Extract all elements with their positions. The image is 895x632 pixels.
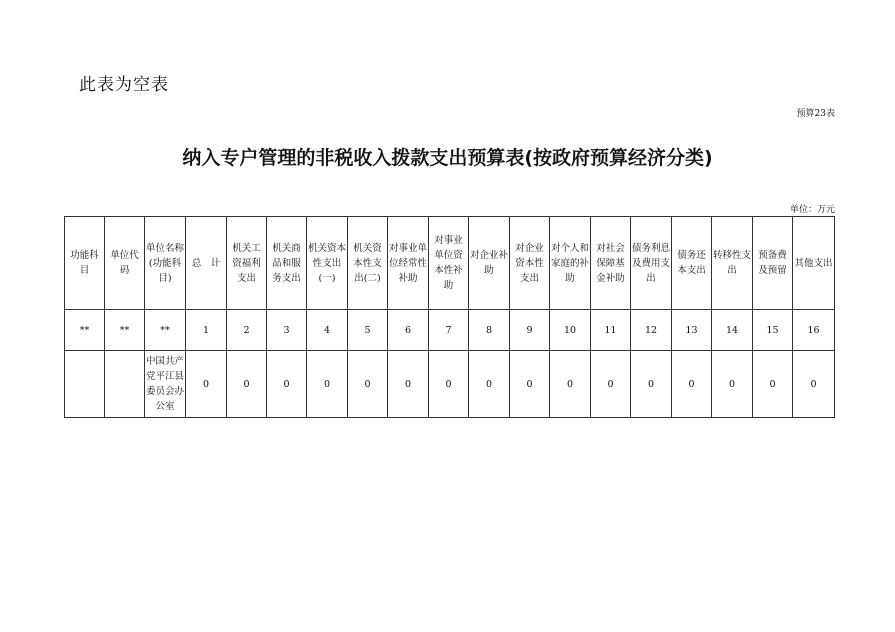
value-cell: 0: [550, 351, 591, 418]
index-cell: 11: [591, 310, 631, 351]
value-cell: 0: [631, 351, 672, 418]
value-cell: 0: [429, 351, 469, 418]
value-cell: 0: [227, 351, 267, 418]
index-cell: 6: [388, 310, 429, 351]
page-title: 纳入专户管理的非税收入拨款支出预算表(按政府预算经济分类): [182, 147, 713, 169]
index-cell: 1: [186, 310, 227, 351]
header-cell: 单位代码: [105, 217, 145, 310]
unit-label: 单位：万元: [789, 205, 835, 215]
header-cell: 总 计: [186, 217, 227, 310]
header-cell: 对个人和家庭的补助: [550, 217, 591, 310]
value-cell: 0: [307, 351, 348, 418]
index-cell: **: [65, 310, 105, 351]
value-cell: 0: [186, 351, 227, 418]
index-cell: 3: [267, 310, 307, 351]
header-cell: 机关资本性支出(二): [348, 217, 388, 310]
table-row: [65, 351, 835, 418]
value-cell: 0: [348, 351, 388, 418]
index-cell: 16: [793, 310, 835, 351]
header-cell: 预备费及预留: [753, 217, 793, 310]
unit-name-cell: 中国共产党平江县委员会办公室: [145, 351, 186, 418]
header-cell: 债务利息及费用支出: [631, 217, 672, 310]
header-cell: 债务还本支出: [672, 217, 712, 310]
index-cell: **: [145, 310, 186, 351]
header-row: [65, 217, 835, 310]
index-row: [65, 310, 835, 351]
value-cell: 0: [672, 351, 712, 418]
index-cell: 12: [631, 310, 672, 351]
index-cell: 10: [550, 310, 591, 351]
index-cell: 2: [227, 310, 267, 351]
header-cell: 机关资本性支出(一): [307, 217, 348, 310]
index-cell: 14: [712, 310, 753, 351]
header-cell: 对企业补助: [469, 217, 510, 310]
index-cell: 5: [348, 310, 388, 351]
header-cell: 对事业单位经常性补助: [388, 217, 429, 310]
value-cell: 0: [591, 351, 631, 418]
index-cell: 4: [307, 310, 348, 351]
index-cell: 9: [510, 310, 550, 351]
header-cell: 对事业单位资本性补助: [429, 217, 469, 310]
index-cell: 15: [753, 310, 793, 351]
header-cell: 机关商品和服务支出: [267, 217, 307, 310]
index-cell: 8: [469, 310, 510, 351]
index-cell: 7: [429, 310, 469, 351]
index-cell: 13: [672, 310, 712, 351]
budget-table: [64, 216, 835, 418]
table-number: 预算23表: [796, 109, 835, 119]
header-cell: 单位名称(功能科目): [145, 217, 186, 310]
value-cell: 0: [267, 351, 307, 418]
function-code-cell: [65, 351, 105, 418]
value-cell: 0: [712, 351, 753, 418]
header-cell: 机关工资福利支出: [227, 217, 267, 310]
index-cell: **: [105, 310, 145, 351]
header-cell: 转移性支出: [712, 217, 753, 310]
empty-table-notice: 此表为空表: [79, 75, 169, 95]
value-cell: 0: [469, 351, 510, 418]
value-cell: 0: [510, 351, 550, 418]
value-cell: 0: [388, 351, 429, 418]
header-cell: 功能科目: [65, 217, 105, 310]
value-cell: 0: [793, 351, 835, 418]
header-cell: 对社会保障基金补助: [591, 217, 631, 310]
header-cell: 对企业资本性支出: [510, 217, 550, 310]
header-cell: 其他支出: [793, 217, 835, 310]
unit-code-cell: [105, 351, 145, 418]
value-cell: 0: [753, 351, 793, 418]
